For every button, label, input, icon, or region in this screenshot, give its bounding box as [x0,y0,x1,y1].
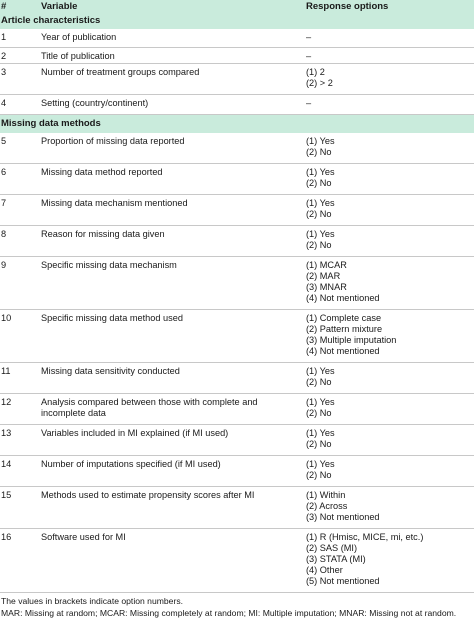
response-option: (2) Pattern mixture [306,324,383,334]
row-variable: Title of publication [41,51,115,61]
row-variable: Year of publication [41,32,117,42]
row-response-options [306,428,472,450]
row-variable: Number of imputations specified (if MI used) [41,459,221,469]
row-number: 2 [1,51,7,61]
response-option: (1) Yes [306,397,335,407]
header-response-options: Response options [306,1,389,12]
response-option: (1) Yes [306,198,335,208]
table-row [0,310,474,363]
row-number: 13 [1,428,12,438]
row-number: 4 [1,98,7,108]
row-number: 5 [1,136,7,146]
response-option: – [306,51,312,61]
row-response-options [306,313,472,357]
row-variable: Number of treatment groups compared [41,67,200,77]
row-variable: Variables included in MI explained (if MI used) [41,428,229,438]
table-row [0,487,474,529]
response-option: (2) No [306,147,332,157]
response-option: (2) No [306,408,332,418]
response-option: (3) Multiple imputation [306,335,397,345]
row-variable: Missing data mechanism mentioned [41,198,188,208]
table-row [0,425,474,456]
response-option: (4) Not mentioned [306,293,380,303]
response-option: (1) Yes [306,136,335,146]
response-option: (1) R (Hmisc, MICE, mi, etc.) [306,532,424,542]
row-number: 11 [1,366,11,376]
response-option: (1) Yes [306,459,335,469]
section-title: Article characteristics [1,15,101,26]
response-option: (2) No [306,178,332,188]
row-number: 6 [1,167,7,177]
response-option: – [306,32,312,42]
table-row [0,257,474,310]
table-row [0,64,474,95]
footnotes [0,595,474,619]
row-response-options [306,532,472,587]
row-number: 16 [1,532,12,542]
response-option: (2) MAR [306,271,341,281]
footnote: The values in brackets indicate option numbers. [1,596,184,606]
table-row [0,394,474,425]
response-option: (1) MCAR [306,260,347,270]
response-option: (2) No [306,377,332,387]
section-title: Missing data methods [1,118,101,129]
response-option: (2) No [306,439,332,449]
row-response-options [306,229,472,251]
row-variable: Reason for missing data given [41,229,165,239]
row-response-options [306,397,472,419]
row-variable: Missing data method reported [41,167,163,177]
response-option: (1) 2 [306,67,325,77]
table-row [0,48,474,64]
response-option: (1) Complete case [306,313,382,323]
section-header [0,13,474,29]
table-row [0,226,474,257]
row-number: 12 [1,397,12,407]
table-row [0,363,474,394]
row-number: 9 [1,260,7,270]
response-option: – [306,98,312,108]
row-variable: Proportion of missing data reported [41,136,185,146]
response-option: (5) Not mentioned [306,576,380,586]
response-option: (2) SAS (MI) [306,543,358,553]
row-number: 10 [1,313,12,323]
response-option: (4) Not mentioned [306,346,380,356]
row-number: 1 [1,32,7,42]
row-variable: Specific missing data mechanism [41,260,177,270]
response-option: (2) No [306,240,332,250]
row-variable: Software used for MI [41,532,126,542]
response-option: (1) Within [306,490,346,500]
table-body [0,13,474,593]
response-option: (1) Yes [306,428,335,438]
row-response-options [306,67,472,89]
response-option: (3) STATA (MI) [306,554,366,564]
row-response-options [306,136,472,158]
row-number: 7 [1,198,7,208]
row-number: 3 [1,67,7,77]
header-number: # [1,1,7,12]
row-variable: Methods used to estimate propensity scores after MI [41,490,255,500]
row-variable: Specific missing data method used [41,313,183,323]
table-header [0,0,474,13]
row-response-options [306,366,472,388]
row-response-options [306,459,472,481]
row-response-options [306,98,472,109]
table-row [0,195,474,226]
response-option: (1) Yes [306,366,335,376]
row-response-options [306,32,472,43]
response-option: (3) MNAR [306,282,347,292]
row-variable: Analysis compared between those with complete and incomplete data [41,397,258,418]
response-option: (1) Yes [306,229,335,239]
row-response-options [306,260,472,304]
footnote: MAR: Missing at random; MCAR: Missing completely at random; MI: Multiple imputation; MNAR: Missing not at random. [1,608,457,618]
table-row [0,95,474,115]
row-response-options [306,198,472,220]
response-option: (3) Not mentioned [306,512,380,522]
response-option: (1) Yes [306,167,335,177]
table-row [0,456,474,487]
row-number: 14 [1,459,12,469]
table-row [0,29,474,48]
response-option: (2) > 2 [306,78,333,88]
row-response-options [306,490,472,523]
row-response-options [306,51,472,62]
response-option: (2) No [306,209,332,219]
row-number: 8 [1,229,7,239]
response-option: (2) Across [306,501,348,511]
header-variable: Variable [41,1,78,12]
row-variable: Setting (country/continent) [41,98,149,108]
table-row [0,133,474,164]
section-header [0,115,474,133]
response-option: (4) Other [306,565,343,575]
row-variable: Missing data sensitivity conducted [41,366,180,376]
row-number: 15 [1,490,12,500]
table-row [0,164,474,195]
response-option: (2) No [306,470,332,480]
table-row [0,529,474,593]
row-response-options [306,167,472,189]
